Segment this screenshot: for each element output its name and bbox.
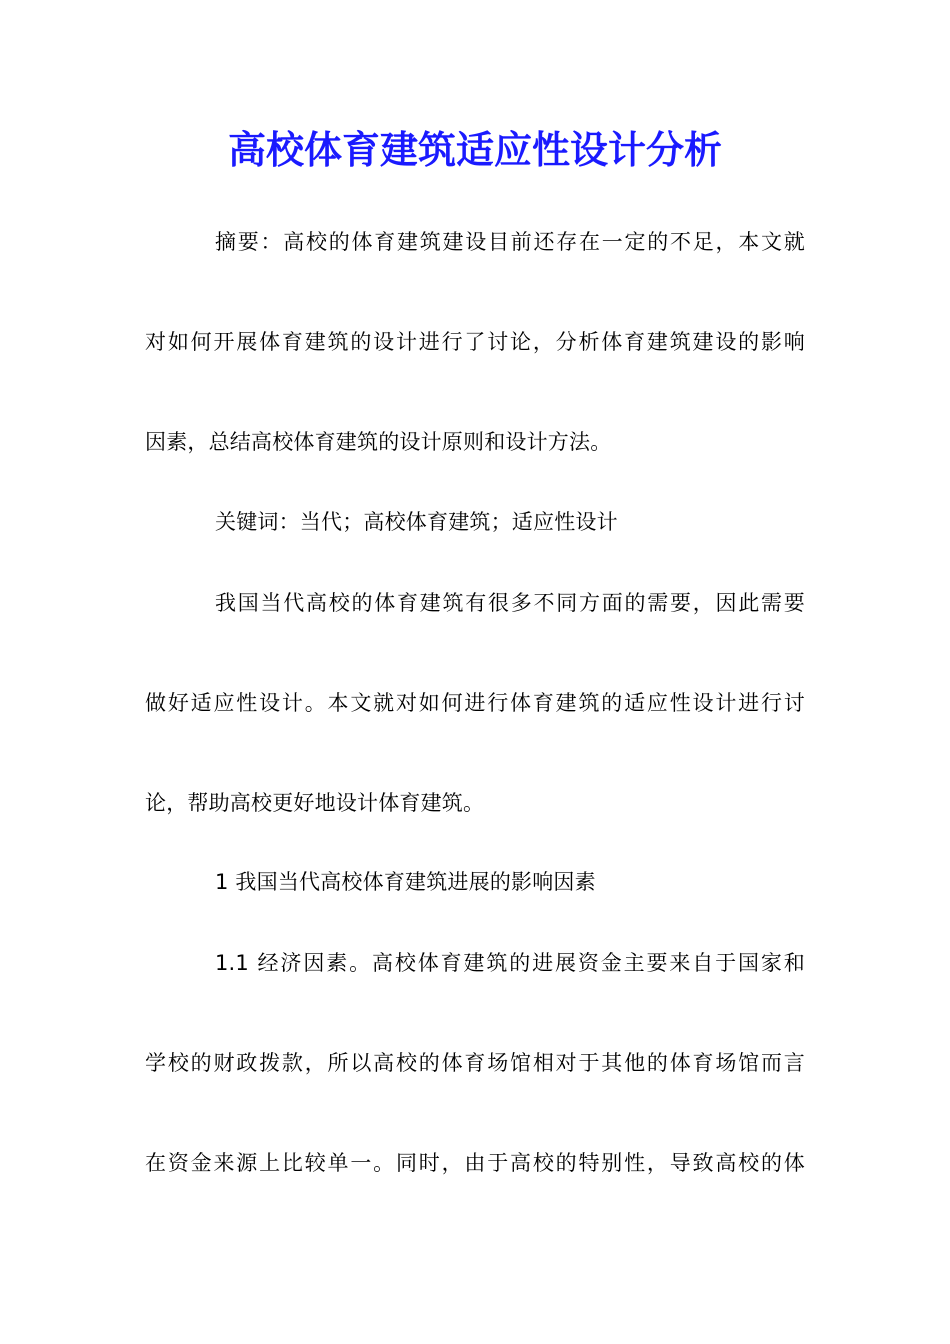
abstract-line-2: 对如何开展体育建筑的设计进行了讨论，分析体育建筑建设的影响 [145, 330, 805, 354]
document-title: 高校体育建筑适应性设计分析 [227, 127, 722, 172]
keywords-line: 关键词：当代；高校体育建筑；适应性设计 [215, 510, 618, 534]
section-1-1-line-3: 在资金来源上比较单一。同时，由于高校的特别性，导致高校的体 [145, 1151, 805, 1175]
section-1-1-line-2: 学校的财政拨款，所以高校的体育场馆相对于其他的体育场馆而言 [145, 1051, 805, 1075]
intro-line-2: 做好适应性设计。本文就对如何进行体育建筑的适应性设计进行讨 [145, 691, 805, 715]
section-1-1-line-1: 1.1 经济因素。高校体育建筑的进展资金主要来自于国家和 [215, 951, 805, 975]
intro-line-1: 我国当代高校的体育建筑有很多不同方面的需要，因此需要 [215, 591, 805, 615]
abstract-line-3: 因素，总结高校体育建筑的设计原则和设计方法。 [145, 430, 612, 454]
section-heading: 1 我国当代高校体育建筑进展的影响因素 [215, 870, 596, 894]
intro-line-3: 论，帮助高校更好地设计体育建筑。 [145, 791, 485, 815]
abstract-line-1: 摘要：高校的体育建筑建设目前还存在一定的不足，本文就 [215, 230, 805, 254]
